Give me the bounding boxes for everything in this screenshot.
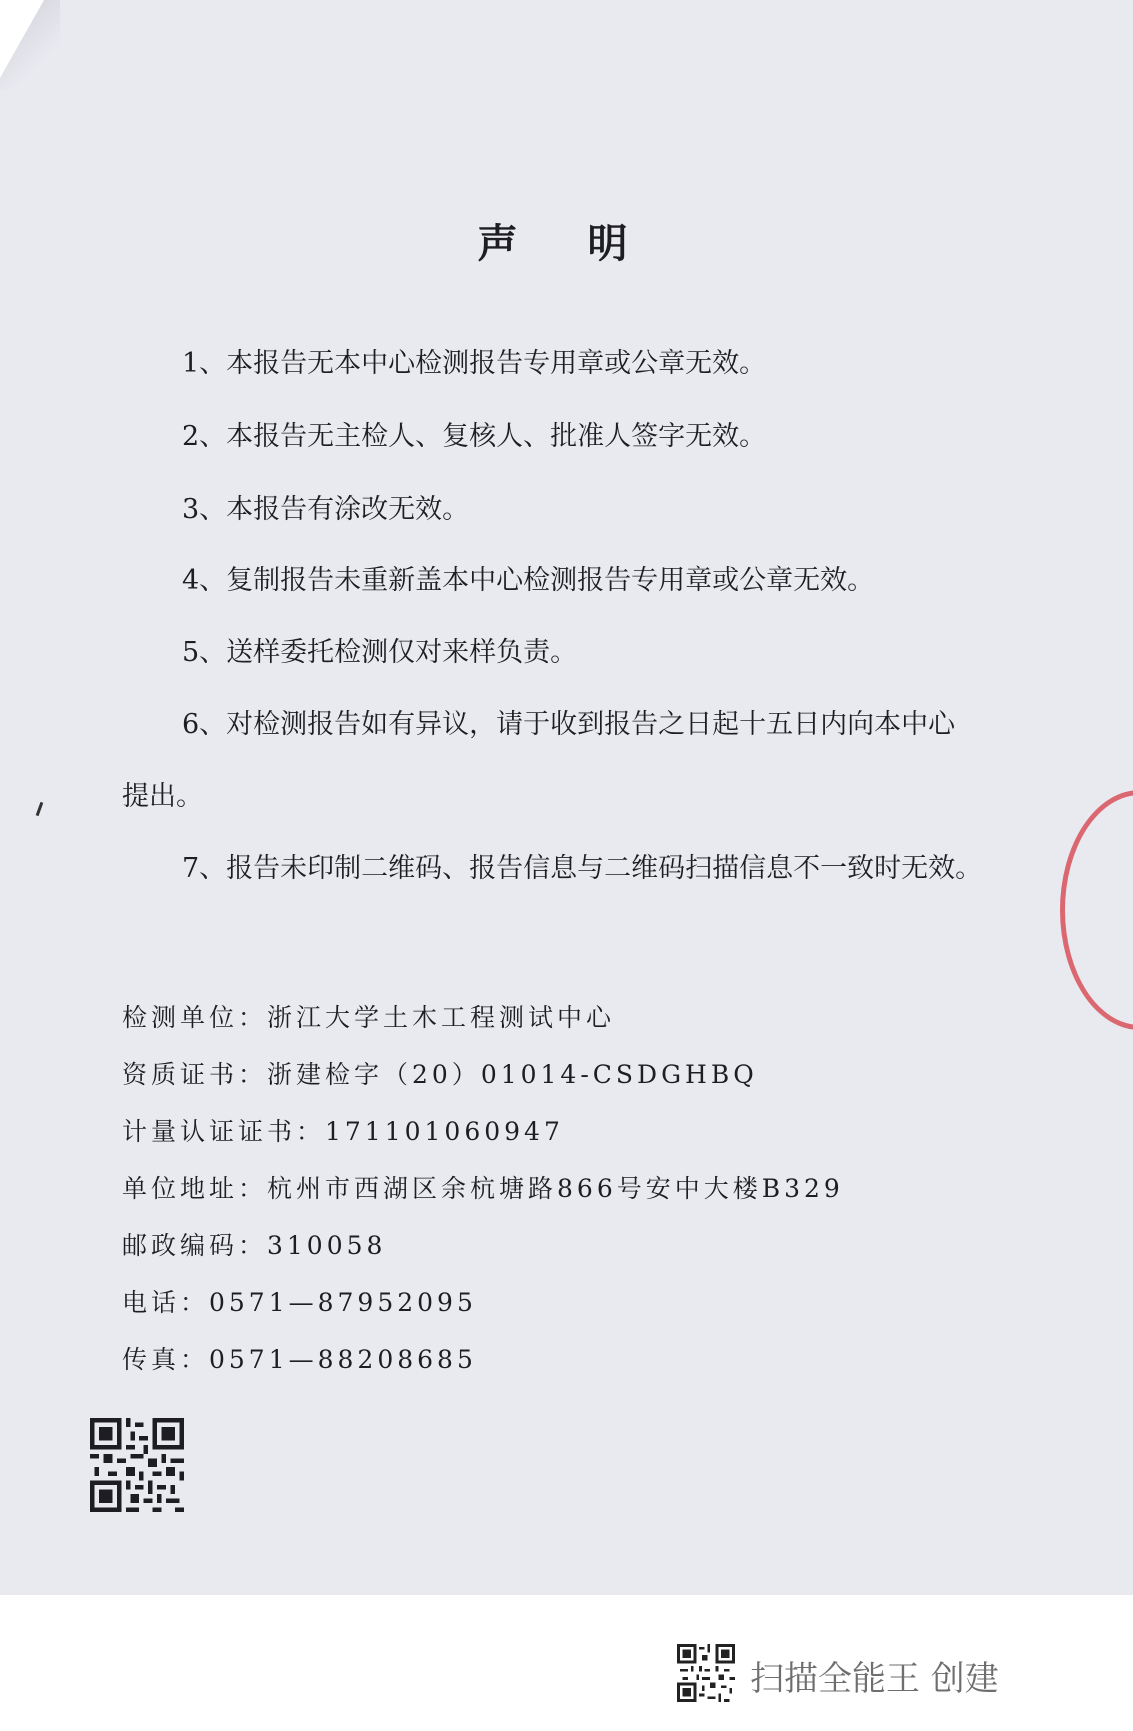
fax: 传真：0571—88208685 xyxy=(122,1345,477,1374)
metrology-certificate: 计量认证证书：171101060947 xyxy=(122,1117,564,1146)
clause-6: 6、对检测报告如有异议，请于收到报告之日起十五日内向本中心 xyxy=(182,709,956,740)
clause-6-continued: 提出。 xyxy=(122,781,203,812)
scanner-qr-code-icon xyxy=(677,1644,735,1702)
unit-address: 单位地址：杭州市西湖区余杭塘路866号安中大楼B329 xyxy=(122,1174,844,1203)
clause-3: 3、本报告有涂改无效。 xyxy=(182,494,470,525)
scanner-footer xyxy=(0,1595,1133,1731)
page-curl xyxy=(0,0,44,78)
red-seal-stamp xyxy=(1060,790,1133,1030)
telephone: 电话：0571—87952095 xyxy=(122,1288,477,1317)
page-title: 声 明 xyxy=(477,221,656,267)
postal-code: 邮政编码：310058 xyxy=(122,1231,387,1260)
clause-4: 4、复制报告未重新盖本中心检测报告专用章或公章无效。 xyxy=(182,565,875,596)
clause-7: 7、报告未印制二维码、报告信息与二维码扫描信息不一致时无效。 xyxy=(182,853,983,884)
clause-5: 5、送样委托检测仅对来样负责。 xyxy=(182,637,578,668)
clause-2: 2、本报告无主检人、复核人、批准人签字无效。 xyxy=(182,421,767,452)
qr-code-icon xyxy=(90,1418,184,1512)
qualification-certificate: 资质证书：浙建检字（20）01014-CSDGHBQ xyxy=(122,1060,758,1089)
testing-unit: 检测单位：浙江大学土木工程测试中心 xyxy=(122,1003,616,1032)
ink-mark xyxy=(36,802,44,816)
clause-1: 1、本报告无本中心检测报告专用章或公章无效。 xyxy=(182,348,767,379)
scanner-watermark: 扫描全能王 创建 xyxy=(750,1659,999,1699)
